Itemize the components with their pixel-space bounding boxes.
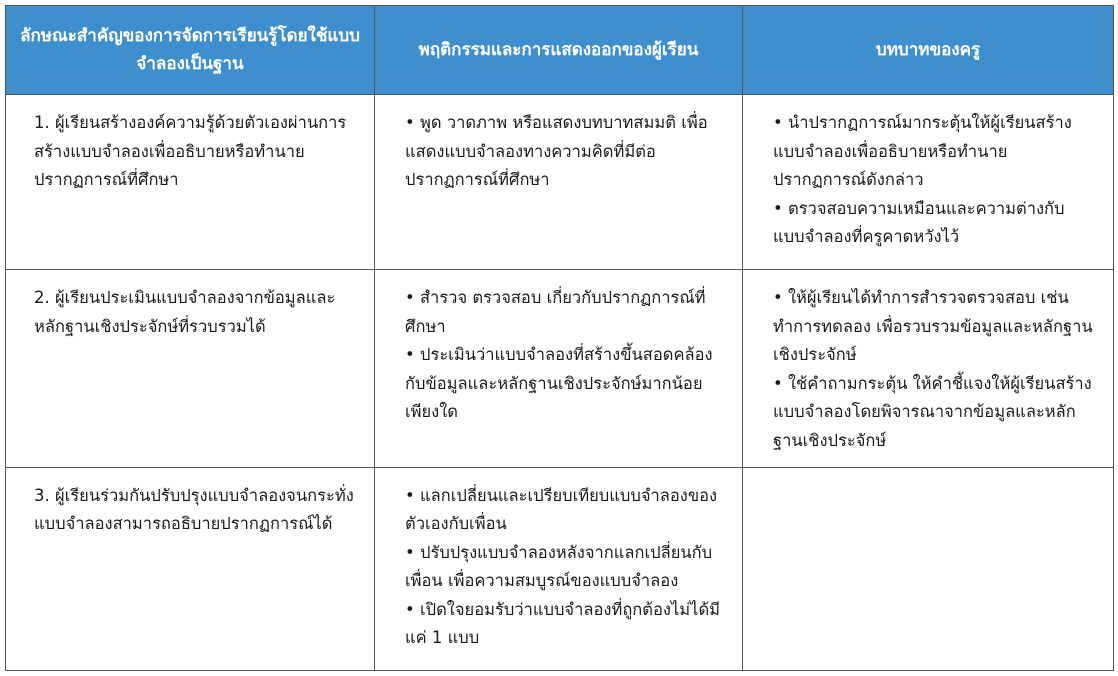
teacher-roles-cell	[743, 95, 1114, 270]
teacher-role-item: • นำปรากฏการณ์มากระตุ้นให้ผู้เรียนสร้างแบบจำลองเพื่ออธิบายหรือทำนายปรากฏการณ์ดังกล่าว	[773, 113, 1072, 189]
teacher-roles-cell	[743, 270, 1114, 467]
teacher-role-item: • ตรวจสอบความเหมือนและความต่างกับแบบจำลองที่ครูคาดหวังไว้	[773, 198, 1065, 246]
table-header-row	[6, 6, 1114, 95]
behavior-item: • สำรวจ ตรวจสอบ เกี่ยวกับปรากฏการณ์ที่ศึกษา	[405, 288, 706, 336]
behavior-item: • เปิดใจยอมรับว่าแบบจำลองที่ถูกต้องไม่ได้มีแค่ 1 แบบ	[405, 599, 721, 648]
behavior-item: • ปรับปรุงแบบจำลองหลังจากแลกเปลี่ยนกับเพื่อน เพื่อความสมบูรณ์ของแบบจำลอง	[405, 542, 713, 591]
header-learner-behaviors: พฤติกรรมและการแสดงออกของผู้เรียน	[375, 6, 743, 95]
table-row	[6, 95, 1114, 270]
characteristic-text: 2. ผู้เรียนประเมินแบบจำลองจากข้อมูลและหลักฐานเชิงประจักษ์ที่รวบรวมได้	[34, 288, 336, 336]
behavior-item: • พูด วาดภาพ หรือแสดงบทบาทสมมติ เพื่อแสดงแบบจำลองทางความคิดที่มีต่อปรากฏการณ์ที่ศึกษา	[405, 113, 708, 189]
behaviors-cell	[375, 95, 743, 270]
characteristic-cell	[6, 467, 375, 670]
characteristic-cell	[6, 95, 375, 270]
model-based-learning-table	[5, 5, 1114, 671]
table-row	[6, 467, 1114, 670]
characteristic-text: 1. ผู้เรียนสร้างองค์ความรู้ด้วยตัวเองผ่านการสร้างแบบจำลองเพื่ออธิบายหรือทำนายปรากฏการณ์ที่ศึกษา	[34, 113, 347, 189]
teacher-role-item: • ให้ผู้เรียนได้ทำการสำรวจตรวจสอบ เช่น ทำการทดลอง เพื่อรวบรวมข้อมูลและหลักฐานเชิงประจักษ์	[773, 288, 1093, 365]
behaviors-cell	[375, 270, 743, 467]
header-characteristics: ลักษณะสำคัญของการจัดการเรียนรู้โดยใช้แบบจำลองเป็นฐาน	[6, 6, 375, 95]
header-teacher-roles: บทบาทของครู	[743, 6, 1114, 95]
table-row	[6, 270, 1114, 467]
behaviors-cell	[375, 467, 743, 670]
model-based-learning-table-container	[5, 5, 1113, 671]
teacher-roles-cell-empty	[743, 467, 1114, 670]
behavior-item: • ประเมินว่าแบบจำลองที่สร้างขึ้นสอดคล้องกับข้อมูลและหลักฐานเชิงประจักษ์มากน้อยเพียงใด	[405, 345, 713, 422]
teacher-role-item: • ใช้คำถามกระตุ้น ให้คำชี้แจงให้ผู้เรียนสร้างแบบจำลองโดยพิจารณาจากข้อมูลและหลักฐานเชิงประจักษ์	[773, 373, 1092, 450]
characteristic-cell	[6, 270, 375, 467]
characteristic-text: 3. ผู้เรียนร่วมกันปรับปรุงแบบจำลองจนกระทั่งแบบจำลองสามารถอธิบายปรากฏการณ์ได้	[34, 485, 354, 534]
behavior-item: • แลกเปลี่ยนและเปรียบเทียบแบบจำลองของตัวเองกับเพื่อน	[405, 485, 718, 534]
